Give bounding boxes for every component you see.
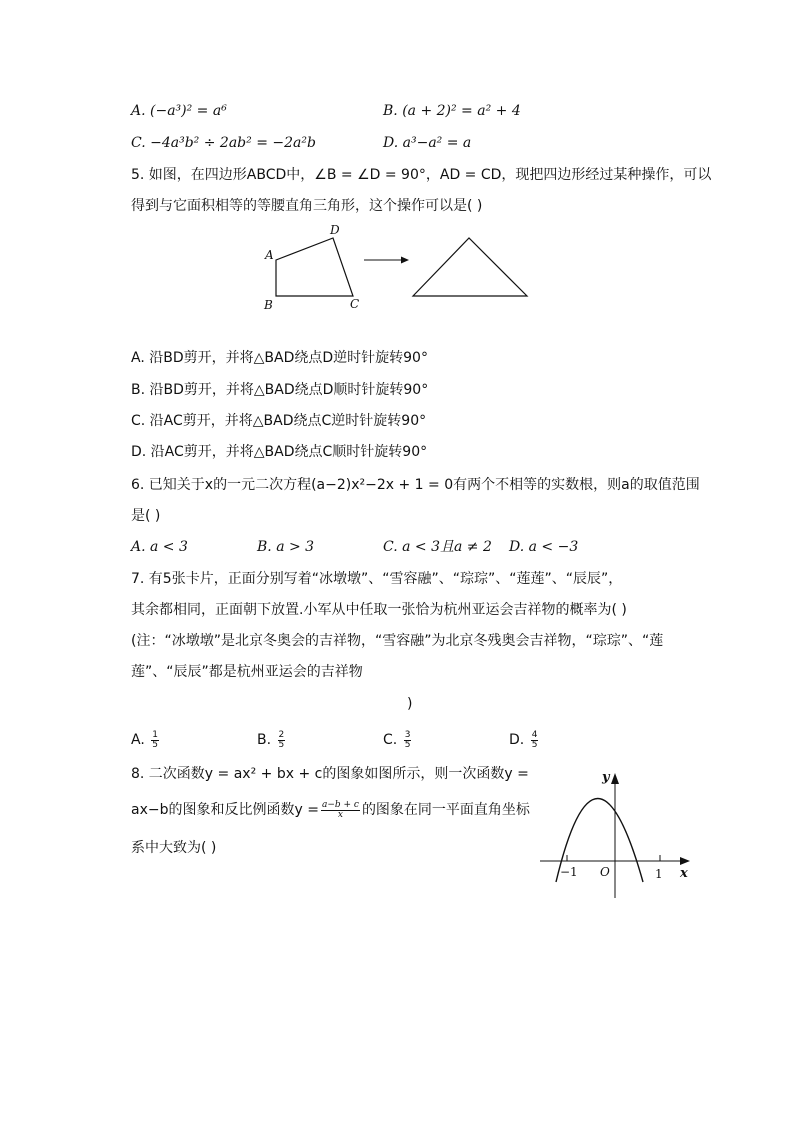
q7-note-line2: 莲”、“辰辰”都是杭州亚运会的吉祥物 bbox=[131, 664, 363, 680]
fraction: $\frac{3}{5}$ bbox=[404, 729, 411, 750]
q6-option-c: C. a < 3且a ≠ 2 bbox=[383, 539, 492, 555]
q6-option-d: D. a < −3 bbox=[509, 539, 579, 555]
option-label: D. bbox=[509, 732, 525, 748]
fraction: $\frac{2}{5}$ bbox=[278, 729, 285, 750]
q6-stem-line1: 6. 已知关于x的一元二次方程(a−2)x²−2x + 1 = 0有两个不相等的实数根，则a的取值范围 bbox=[131, 477, 700, 493]
option-label: C. bbox=[383, 732, 398, 748]
q8-stem-line2-a: ax−b的图象和反比例函数y = bbox=[131, 802, 319, 818]
y-label: y bbox=[602, 770, 610, 785]
option-label: A. bbox=[131, 732, 145, 748]
one-label: 1 bbox=[655, 867, 663, 881]
q7-note-close: ) bbox=[407, 696, 413, 712]
q5-option-b: B. 沿BD剪开，并将△BAD绕点D顺时针旋转90° bbox=[131, 382, 429, 398]
q7-stem-line1: 7. 有5张卡片，正面分别写着“冰墩墩”、“雪容融”、“琮琮”、“莲莲”、“辰辰”， bbox=[131, 571, 623, 587]
y-axis-arrow bbox=[611, 773, 619, 784]
fraction: $\frac{1}{5}$ bbox=[152, 729, 158, 750]
x-label: x bbox=[680, 866, 688, 881]
q5-option-a: A. 沿BD剪开，并将△BAD绕点D逆时针旋转90° bbox=[131, 350, 428, 366]
label-d: D bbox=[330, 223, 340, 237]
q7-stem-line2: 其余都相同，正面朝下放置.小军从中任取一张恰为杭州亚运会吉祥物的概率为( ) bbox=[131, 602, 627, 618]
x-axis-arrow bbox=[680, 857, 690, 865]
q6-stem-line2: 是( ) bbox=[131, 508, 161, 524]
q8-fraction: $\frac{a-b + c}{x}$ bbox=[321, 799, 359, 820]
option-label: B. bbox=[257, 732, 272, 748]
origin-label: O bbox=[600, 865, 610, 879]
label-b: B bbox=[264, 298, 273, 312]
neg1-label: −1 bbox=[560, 865, 578, 879]
q8-stem-line3: 系中大致为( ) bbox=[131, 840, 217, 856]
q4-option-a: A. (−a³)² = a⁶ bbox=[131, 103, 227, 119]
q4-option-c: C. −4a³b² ÷ 2ab² = −2a²b bbox=[131, 135, 316, 151]
q6-option-b: B. a > 3 bbox=[257, 539, 315, 555]
q4-option-d: D. a³−a² = a bbox=[383, 135, 472, 151]
q8-stem-line2-b: 的图象在同一平面直角坐标 bbox=[361, 802, 530, 818]
label-a: A bbox=[265, 248, 274, 262]
q5-option-c: C. 沿AC剪开，并将△BAD绕点C逆时针旋转90° bbox=[131, 413, 427, 429]
label-c: C bbox=[350, 297, 360, 311]
q5-stem-line1: 5. 如图，在四边形ABCD中，∠B = ∠D = 90°，AD = CD，现把四边形经过某种操作，可以 bbox=[131, 167, 712, 183]
q7-note-line1: (注：“冰墩墩”是北京冬奥会的吉祥物，“雪容融”为北京冬残奥会吉祥物，“琮琮”、“莲 bbox=[131, 633, 664, 649]
q5-option-d: D. 沿AC剪开，并将△BAD绕点C顺时针旋转90° bbox=[131, 444, 428, 460]
q5-stem-line2: 得到与它面积相等的等腰直角三角形，这个操作可以是( ) bbox=[131, 198, 483, 214]
q6-option-a: A. a < 3 bbox=[131, 539, 188, 555]
q4-option-b: B. (a + 2)² = a² + 4 bbox=[383, 103, 521, 119]
fraction: $\frac{4}{5}$ bbox=[531, 729, 538, 750]
q8-stem-line1: 8. 二次函数y = ax² + bx + c的图象如图所示，则一次函数y = bbox=[131, 766, 529, 782]
